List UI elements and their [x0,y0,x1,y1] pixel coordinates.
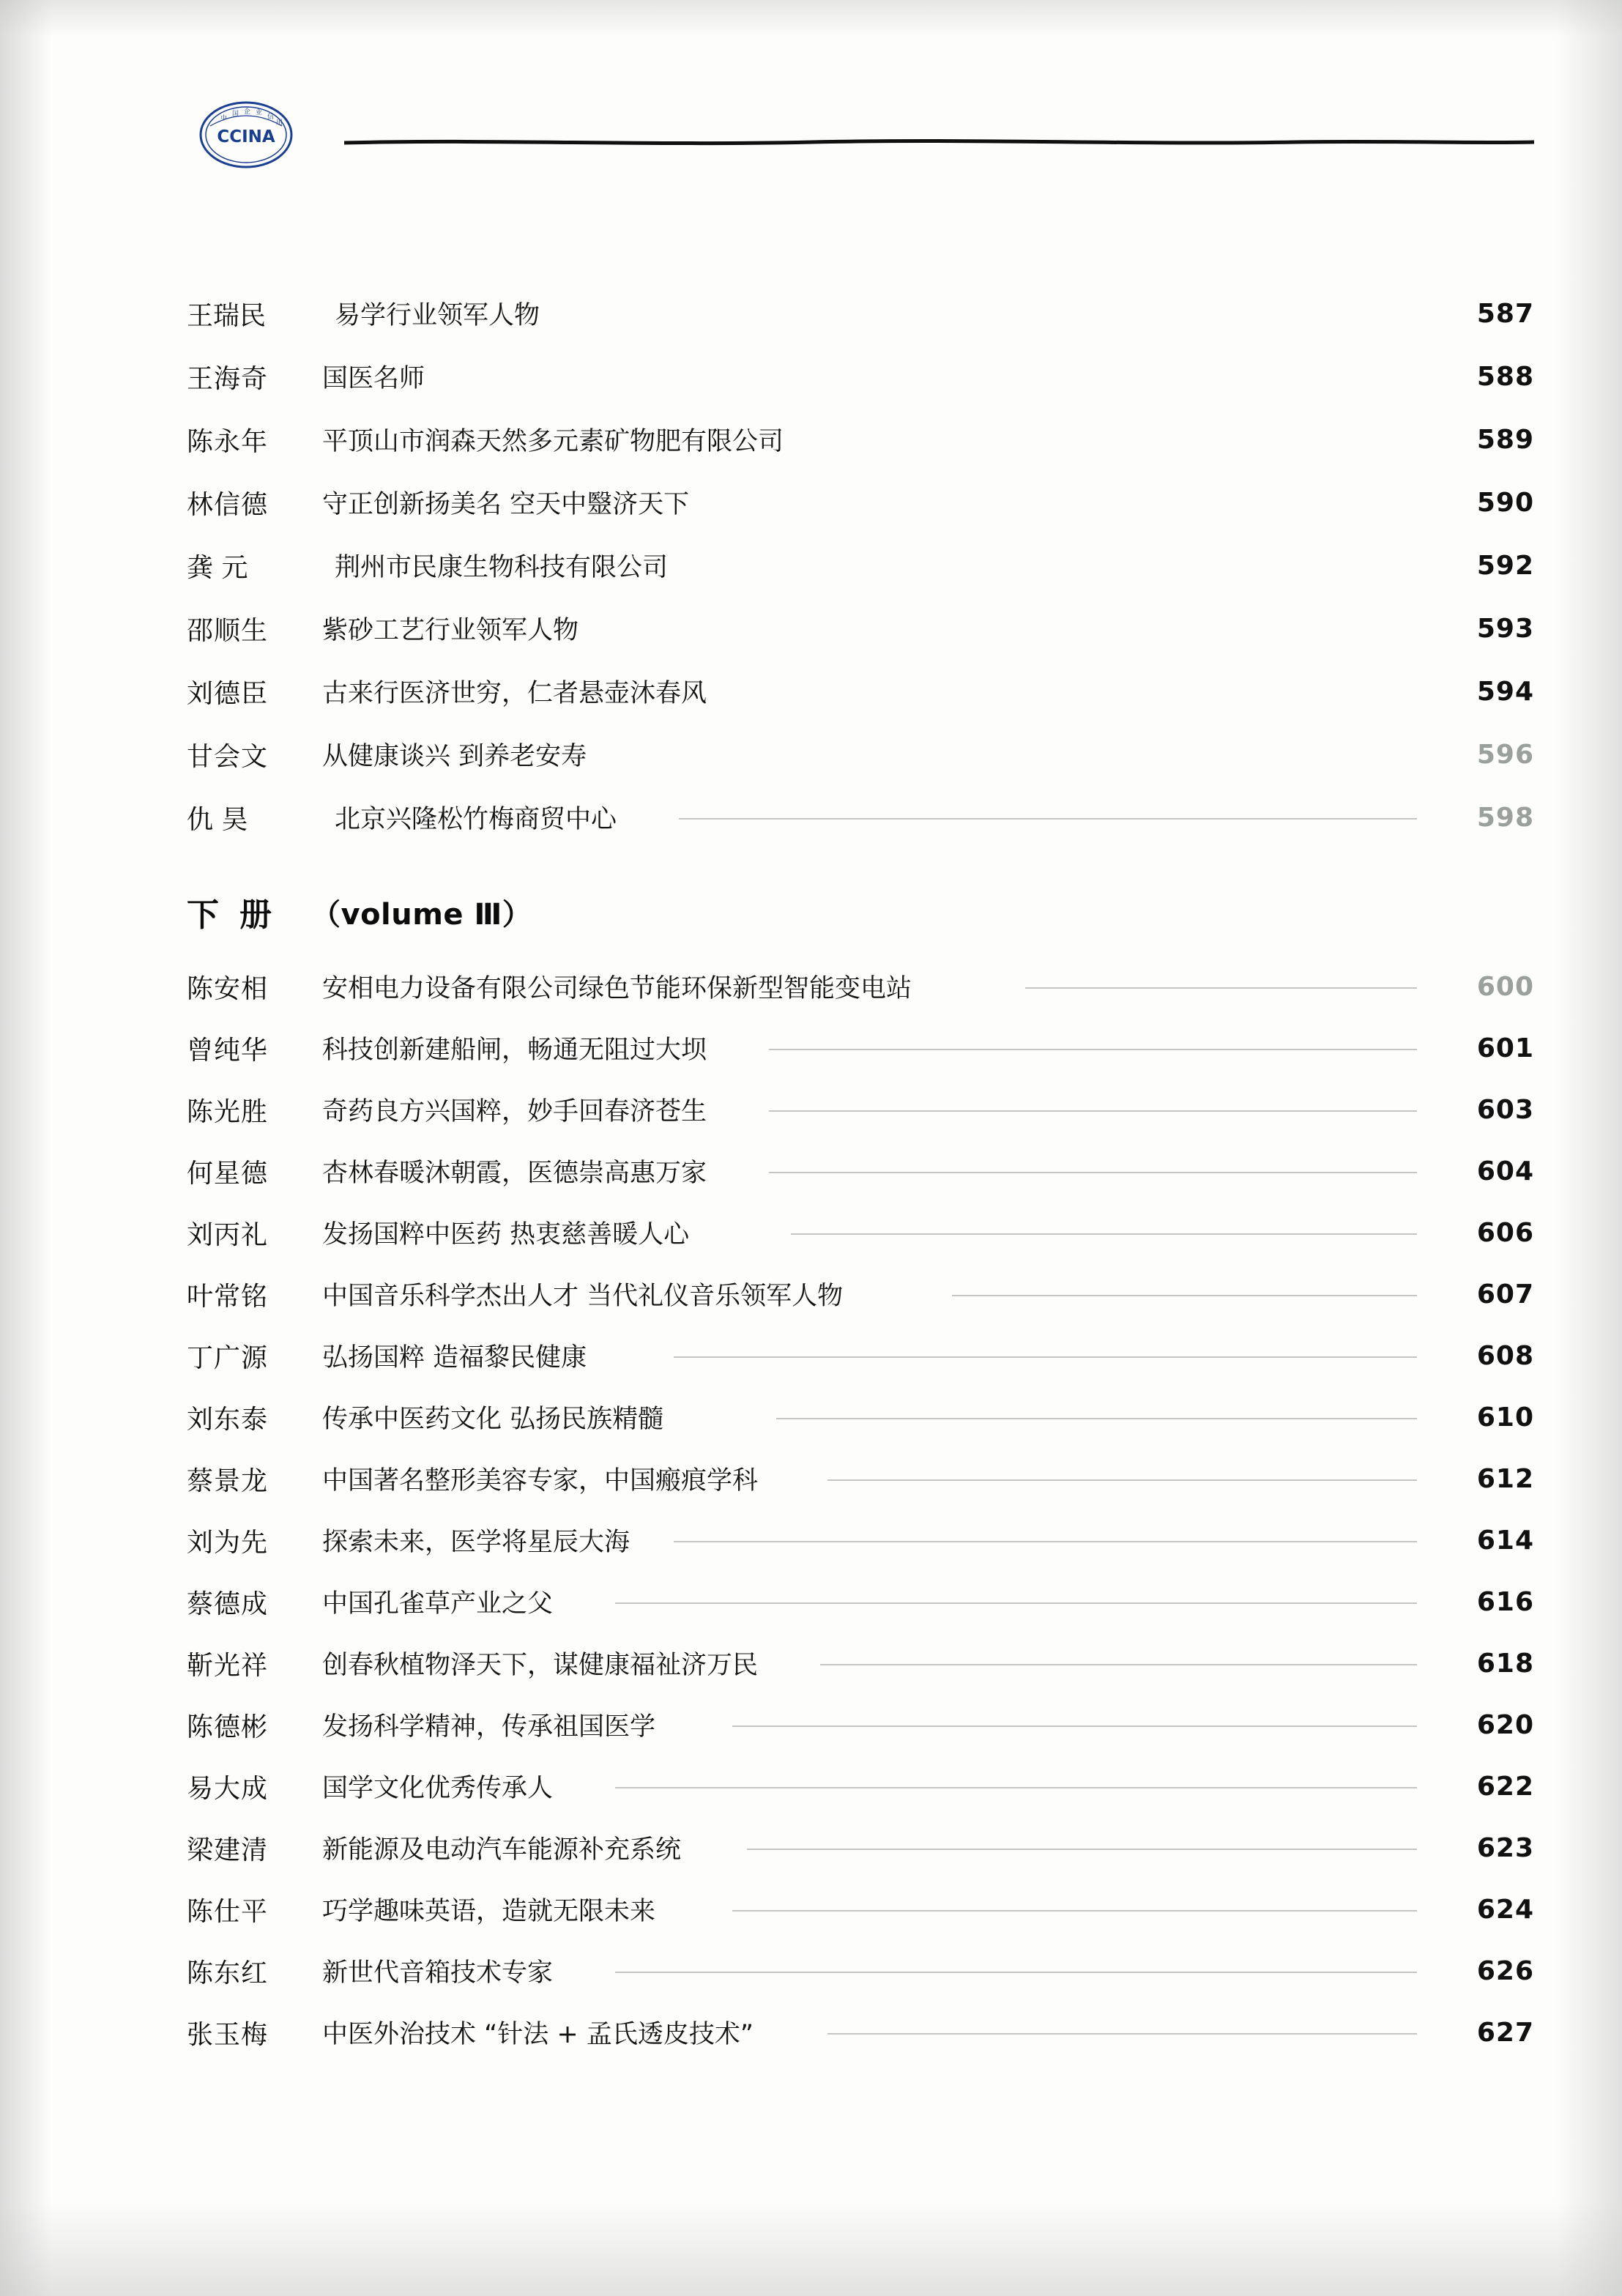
volume-heading-cn: 下 册 [187,896,272,934]
toc-entry[interactable] [187,534,1534,597]
entry-person-name: 曾纯华 [187,1035,269,1066]
entry-person-name: 林信德 [187,489,269,520]
entry-title: 杏林春暖沐朝霞，医德崇高惠万家 [322,1153,1446,1189]
organization-seal-logo [187,94,305,176]
leader-line [827,2033,1417,2035]
leader-line [732,1910,1417,1912]
entry-person-name: 仇 昊 [187,804,248,835]
entry-page-number: 594 [1476,676,1534,707]
toc-entry[interactable] [187,2002,1534,2063]
leader-line [769,1110,1417,1112]
entry-page-number: 607 [1476,1279,1534,1309]
toc-entry[interactable] [187,1263,1534,1325]
toc-entry[interactable] [187,1694,1534,1756]
entry-title: 紫砂工艺行业领军人物 [322,616,579,645]
entry-page-number: 604 [1476,1156,1534,1186]
entry-person-name: 蔡景龙 [187,1465,269,1496]
leader-line [747,1849,1417,1850]
entry-page-number: 600 [1476,971,1534,1002]
toc-entry[interactable] [187,597,1534,660]
entry-person-name: 刘德臣 [187,678,269,709]
entry-page-number: 626 [1476,1955,1534,1986]
svg-text:业: 业 [256,109,263,116]
toc-entry[interactable] [187,1509,1534,1571]
entry-title: 传承中医药文化 弘扬民族精髓 [322,1399,1446,1435]
leader-line [674,1541,1417,1542]
entry-page-number: 614 [1476,1525,1534,1556]
entry-person-name: 王海奇 [187,363,269,394]
entry-page-number: 622 [1476,1771,1534,1802]
entry-title: 守正创新扬美名 空天中毉济天下 [322,490,690,519]
entry-title: 平顶山市润森天然多元素矿物肥有限公司 [322,427,784,456]
entry-title: 中国孔雀草产业之父 [322,1583,1446,1620]
entry-title: 发扬科学精神，传承祖国医学 [322,1706,1446,1743]
entry-title: 安相电力设备有限公司绿色节能环保新型智能变电站 [322,968,1446,1005]
entry-person-name: 陈永年 [187,426,269,457]
toc-entry[interactable] [187,1817,1534,1879]
toc-entry[interactable] [187,1386,1534,1448]
entry-person-name: 刘为先 [187,1527,269,1558]
toc-entry[interactable] [187,1571,1534,1632]
toc-group-volume-3 [187,956,1534,2063]
scan-shadow-right [1556,0,1622,2296]
entry-title: 中国音乐科学杰出人才 当代礼仪音乐领军人物 [322,1276,1446,1312]
toc-entry[interactable] [187,1448,1534,1509]
leader-line [791,1233,1417,1235]
volume-heading-en: （volume Ⅲ） [311,897,532,932]
entry-person-name: 甘会文 [187,741,269,772]
entry-title: 科技创新建船闸，畅通无阻过大坝 [322,1030,1446,1066]
entry-page-number: 620 [1476,1709,1534,1740]
entry-person-name: 龚 元 [187,552,248,583]
entry-title: 中医外治技术 “针法 + 孟氏透皮技术” [322,2014,1446,2051]
entry-title: 中国著名整形美容专家，中国瘢痕学科 [322,1460,1446,1497]
entry-page-number: 588 [1476,361,1534,392]
entry-page-number: 593 [1476,613,1534,644]
entry-page-number: 598 [1476,802,1534,833]
entry-page-number: 624 [1476,1894,1534,1925]
entry-title: 巧学趣味英语，造就无限未来 [322,1891,1446,1928]
entry-page-number: 618 [1476,1648,1534,1679]
svg-text:国: 国 [232,111,239,118]
entry-page-number: 616 [1476,1586,1534,1617]
entry-person-name: 陈光胜 [187,1096,269,1127]
leader-line [827,1479,1417,1481]
entry-page-number: 596 [1476,739,1534,770]
toc-entry[interactable] [187,282,1534,345]
volume-heading [187,849,1534,956]
toc-entry[interactable] [187,1017,1534,1079]
entry-title: 弘扬国粹 造福黎民健康 [322,1337,1446,1374]
leader-line [732,1725,1417,1727]
leader-line [1025,987,1417,989]
entry-page-number: 603 [1476,1094,1534,1125]
toc-entry[interactable] [187,1632,1534,1694]
leader-line [674,1356,1417,1358]
entry-person-name: 叶常铭 [187,1281,269,1312]
entry-title: 创春秋植物泽天下，谋健康福祉济万民 [322,1645,1446,1682]
table-of-contents [187,282,1534,2063]
leader-line [615,1602,1417,1604]
entry-person-name: 刘东泰 [187,1404,269,1435]
toc-entry[interactable] [187,1325,1534,1386]
entry-person-name: 陈安相 [187,973,269,1004]
entry-title: 北京兴隆松竹梅商贸中心 [335,799,1446,836]
entry-person-name: 王瑞民 [187,300,267,331]
leader-line [952,1295,1417,1296]
entry-page-number: 606 [1476,1217,1534,1248]
entry-title: 国学文化优秀传承人 [322,1768,1446,1805]
toc-entry[interactable] [187,345,1534,408]
entry-person-name: 张玉梅 [187,2019,269,2050]
entry-page-number: 587 [1476,298,1534,329]
toc-group-upper [187,282,1534,849]
toc-entry[interactable] [187,471,1534,534]
entry-title: 探索未来，医学将星辰大海 [322,1522,1446,1558]
toc-entry[interactable] [187,1940,1534,2002]
leader-line [769,1172,1417,1173]
entry-person-name: 丁广源 [187,1342,269,1373]
entry-title: 荆州市民康生物科技有限公司 [335,553,669,582]
toc-entry[interactable] [187,408,1534,471]
toc-entry[interactable] [187,1202,1534,1263]
toc-entry[interactable] [187,660,1534,723]
entry-page-number: 589 [1476,424,1534,455]
svg-text:用: 用 [276,119,283,127]
entry-person-name: 何星德 [187,1158,269,1189]
entry-page-number: 623 [1476,1832,1534,1863]
scan-shadow-top [0,0,1622,37]
entry-page-number: 612 [1476,1463,1534,1494]
entry-page-number: 590 [1476,487,1534,518]
entry-title: 古来行医济世穷，仁者悬壶沐春风 [322,679,707,708]
leader-line [769,1049,1417,1050]
page-header [187,94,1534,182]
entry-person-name: 陈东红 [187,1958,269,1988]
entry-title: 新能源及电动汽车能源补充系统 [322,1829,1446,1866]
entry-person-name: 陈仕平 [187,1896,269,1927]
entry-person-name: 陈德彬 [187,1712,269,1742]
entry-title: 从健康谈兴 到养老安寿 [322,742,587,771]
toc-entry[interactable] [187,1079,1534,1140]
svg-text:信: 信 [267,114,275,121]
entry-person-name: 蔡德成 [187,1589,269,1619]
entry-person-name: 靳光祥 [187,1650,269,1681]
entry-page-number: 627 [1476,2017,1534,2048]
toc-entry[interactable] [187,956,1534,1017]
toc-entry[interactable] [187,723,1534,786]
entry-title: 易学行业领军人物 [335,301,540,330]
toc-entry[interactable] [187,1140,1534,1202]
leader-line [776,1418,1417,1419]
leader-line [615,1972,1417,1973]
scan-shadow-bottom [0,2201,1622,2296]
toc-entry[interactable] [187,1756,1534,1817]
toc-entry[interactable] [187,1879,1534,1940]
entry-person-name: 邵顺生 [187,615,269,646]
entry-page-number: 601 [1476,1033,1534,1063]
leader-line [615,1787,1417,1788]
entry-title: 奇药良方兴国粹，妙手回春济苍生 [322,1091,1446,1128]
entry-title: 新世代音箱技术专家 [322,1953,1446,1989]
entry-person-name: 刘丙礼 [187,1219,269,1250]
entry-page-number: 608 [1476,1340,1534,1371]
svg-text:中: 中 [220,115,228,122]
entry-title: 发扬国粹中医药 热衷慈善暖人心 [322,1214,1446,1251]
entry-person-name: 易大成 [187,1773,269,1804]
entry-page-number: 610 [1476,1402,1534,1433]
leader-line [820,1664,1417,1665]
toc-entry[interactable] [187,786,1534,849]
logo-text: CCINA [217,127,275,146]
svg-text:企: 企 [244,108,251,116]
header-rule [344,138,1534,148]
entry-title: 国医名师 [322,364,425,393]
entry-person-name: 梁建清 [187,1835,269,1865]
leader-line [679,818,1417,820]
scan-shadow-left [0,0,51,2296]
entry-page-number: 592 [1476,550,1534,581]
